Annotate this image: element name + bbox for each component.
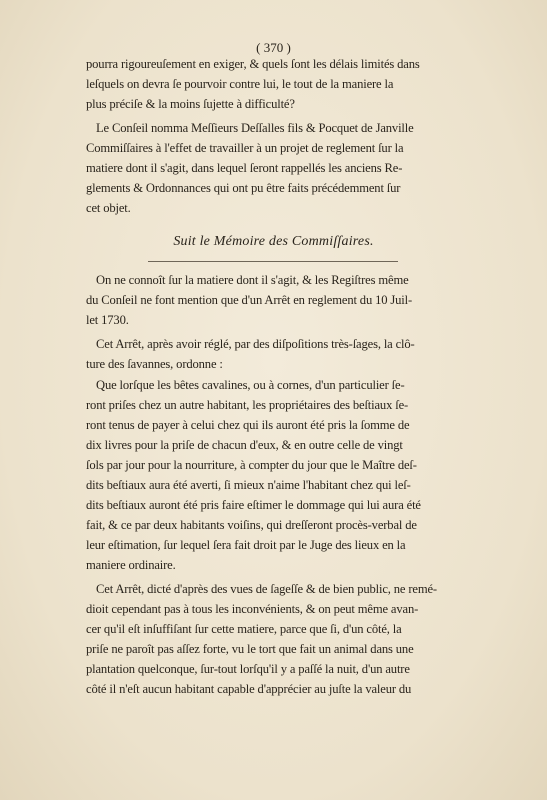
text-line: ture des ſavannes, ordonne : [86, 357, 223, 371]
text-line: plus préciſe & la moins ſujette à difficulté? [86, 97, 295, 111]
text-line: glements & Ordonnances qui ont pu être faits précédemment ſur [86, 181, 401, 195]
text-line: dits beſtiaux auront été pris faire eſtimer le dommage qui lui aura été [86, 498, 421, 512]
text-line: maniere ordinaire. [86, 558, 176, 572]
text-line: cet objet. [86, 201, 131, 215]
text-line: leſquels on devra ſe pourvoir contre lui, le tout de la maniere la [86, 77, 394, 91]
text-line: dits beſtiaux aura été averti, ſi mieux n'aime l'habitant chez qui leſ- [86, 478, 411, 492]
text-line: du Conſeil ne font mention que d'un Arrêt en reglement du 10 Juil- [86, 293, 413, 307]
text-line: Cet Arrêt, dicté d'après des vues de ſageſſe & de bien public, ne remé- [96, 582, 437, 596]
text-line: Commiſſaires à l'effet de travailler à un projet de reglement ſur la [86, 141, 404, 155]
text-line: pourra rigoureuſement en exiger, & quels ſont les délais limités dans [86, 57, 420, 71]
text-line: let 1730. [86, 313, 129, 327]
text-line: fait, & ce par deux habitants voiſins, qui dreſſeront procès-verbal de [86, 518, 417, 532]
text-line: Le Conſeil nomma Meſſieurs Deſſalles fils & Pocquet de Janville [96, 121, 414, 135]
text-line: leur eſtimation, ſur lequel ſera fait droit par le Juge des lieux en la [86, 538, 406, 552]
text-line: Cet Arrêt, après avoir réglé, par des diſpoſitions très-ſages, la clô- [96, 337, 415, 351]
text-line: cer qu'il eſt inſuffiſant ſur cette matiere, parce que ſi, d'un côté, la [86, 622, 402, 636]
text-line: On ne connoît ſur la matiere dont il s'agit, & les Regiſtres même [96, 273, 409, 287]
text-line: priſe ne paroît pas aſſez forte, vu le tort que fait un animal dans une [86, 642, 414, 656]
section-heading: Suit le Mémoire des Commiſſaires. [173, 234, 374, 249]
text-line: ront priſes chez un autre habitant, les propriétaires des beſtiaux ſe- [86, 398, 409, 412]
text-line: dioit cependant pas à tous les inconvénients, & on peut même avan- [86, 602, 419, 616]
text-line: plantation quelconque, ſur-tout lorſqu'il y a paſſé la nuit, d'un autre [86, 662, 410, 676]
page-number: ( 370 ) [256, 40, 291, 55]
text-line: ront tenus de payer à celui chez qui ils auront été pris la ſomme de [86, 418, 410, 432]
text-line: ſols par jour pour la nourriture, à compter du jour que le Maître deſ- [86, 458, 417, 472]
heading-rule [148, 261, 398, 262]
text-line: dix livres pour la priſe de chacun d'eux, & en outre celle de vingt [86, 438, 403, 452]
text-line: Que lorſque les bêtes cavalines, ou à cornes, d'un particulier ſe- [96, 378, 405, 392]
text-line: côté il n'eſt aucun habitant capable d'apprécier au juſte la valeur du [86, 682, 412, 696]
text-line: matiere dont il s'agit, dans lequel ſeront rappellés les anciens Re- [86, 161, 403, 175]
